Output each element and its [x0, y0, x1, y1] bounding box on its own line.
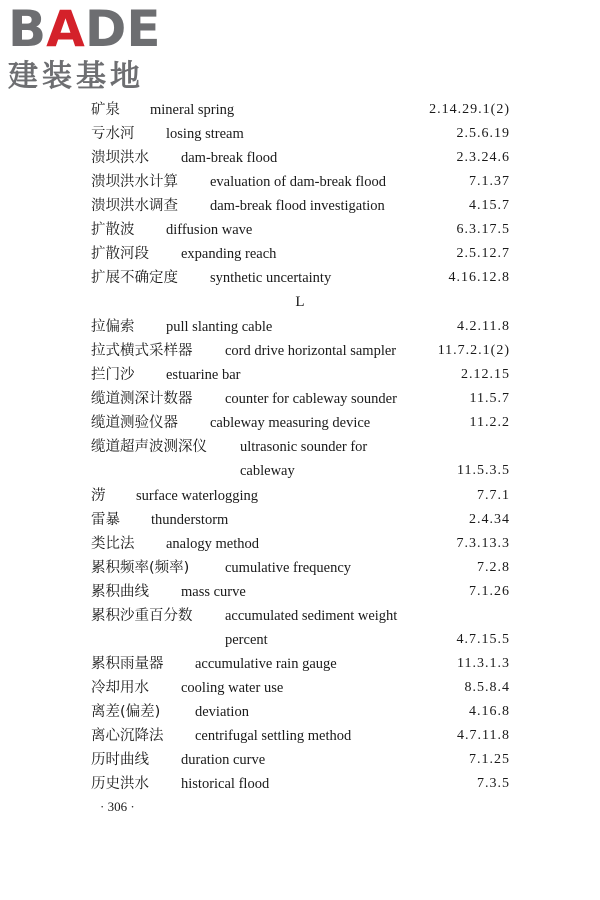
entry-chinese-term: 冷却用水: [91, 680, 149, 696]
entry-english-term: analogy method: [166, 536, 260, 552]
entry-english-term: estuarine bar: [166, 367, 241, 383]
entry-english-term: dam-break flood: [181, 150, 278, 166]
entry-section-number: 11.7.2.1(2): [437, 343, 510, 358]
entry-chinese-term: 累积沙重百分数: [91, 608, 193, 624]
entry-section-number: 2.3.24.6: [456, 150, 510, 165]
glossary-entry: [0, 508, 600, 532]
entry-chinese-term: 扩散河段: [91, 246, 149, 262]
entry-section-number: 4.15.7: [469, 198, 510, 213]
entry-section-number: 7.3.13.3: [456, 536, 510, 551]
logo-chinese-text: 建装基地: [8, 59, 144, 94]
entry-chinese-term: 缆道测验仪器: [91, 415, 178, 431]
entry-chinese-term: 缆道超声波测深仪: [91, 439, 207, 455]
glossary-entry: [0, 387, 600, 411]
entry-chinese-term: 涝: [91, 488, 106, 504]
glossary-entry: [0, 700, 600, 724]
entry-section-number: 11.2.2: [469, 415, 510, 430]
glossary-entry-continuation: [0, 459, 600, 483]
entry-chinese-term: 缆道测深计数器: [91, 391, 193, 407]
entry-section-number: 2.4.34: [469, 512, 510, 527]
entry-english-term: thunderstorm: [151, 512, 229, 528]
glossary-entry: [0, 266, 600, 290]
entry-chinese-term: 扩散波: [91, 222, 135, 238]
entry-chinese-term: 矿泉: [91, 102, 120, 118]
entry-section-number: 6.3.17.5: [456, 222, 510, 237]
glossary-entry: [0, 556, 600, 580]
entry-chinese-term: 溃坝洪水: [91, 150, 149, 166]
entry-chinese-term: 历史洪水: [91, 776, 149, 792]
glossary-entry: [0, 411, 600, 435]
entry-english-term: diffusion wave: [166, 222, 253, 238]
glossary-entry: [0, 363, 600, 387]
glossary-entry: [0, 484, 600, 508]
glossary-entry: [0, 435, 600, 459]
entry-chinese-term: 拉式横式采样器: [91, 343, 193, 359]
entry-section-number: 2.12.15: [461, 367, 510, 382]
entry-chinese-term: 类比法: [91, 536, 135, 552]
entry-section-number: 7.7.1: [477, 488, 510, 503]
glossary-entry: [0, 748, 600, 772]
glossary-entry: [0, 98, 600, 122]
entry-section-number: 2.5.12.7: [456, 246, 510, 261]
entry-english-term: losing stream: [166, 126, 244, 142]
entry-chinese-term: 亏水河: [91, 126, 135, 142]
entry-english-term: synthetic uncertainty: [210, 270, 332, 286]
entry-english-term: percent: [225, 632, 268, 648]
logo-letters-de: DE: [84, 0, 161, 58]
glossary-entry-continuation: [0, 628, 600, 652]
entry-section-number: 11.5.7: [469, 391, 510, 406]
entry-english-term: centrifugal settling method: [195, 728, 352, 744]
entry-section-number: 11.3.1.3: [457, 656, 510, 671]
entry-section-number: 8.5.8.4: [464, 680, 510, 695]
entry-section-number: 7.1.26: [469, 584, 510, 599]
entry-section-number: 4.7.15.5: [456, 632, 510, 647]
entry-english-term: cord drive horizontal sampler: [225, 343, 397, 359]
glossary-entry: [0, 170, 600, 194]
page-number: · 306 ·: [100, 799, 135, 814]
entry-english-term: duration curve: [181, 752, 266, 768]
glossary-entry: [0, 724, 600, 748]
entry-english-term: accumulated sediment weight: [225, 608, 398, 624]
entry-section-number: 2.5.6.19: [456, 126, 510, 141]
entry-section-number: 4.16.8: [469, 704, 510, 719]
entry-english-term: pull slanting cable: [166, 319, 273, 335]
entry-english-term: mass curve: [181, 584, 246, 600]
entry-english-term: evaluation of dam-break flood: [210, 174, 386, 190]
entry-chinese-term: 溃坝洪水调查: [91, 198, 178, 214]
entry-chinese-term: 累积曲线: [91, 584, 149, 600]
entry-english-term: expanding reach: [181, 246, 277, 262]
entry-chinese-term: 累积频率(频率): [91, 560, 190, 576]
entry-section-number: 7.3.5: [477, 776, 510, 791]
glossary-entry: [0, 339, 600, 363]
entry-section-number: 4.16.12.8: [448, 270, 510, 285]
glossary-entry: [0, 315, 600, 339]
entry-chinese-term: 累积雨量器: [91, 656, 164, 672]
entry-english-term: cooling water use: [181, 680, 284, 696]
entry-english-term: dam-break flood investigation: [210, 198, 385, 214]
entry-chinese-term: 扩展不确定度: [91, 270, 178, 286]
glossary-entry: [0, 652, 600, 676]
entry-chinese-term: 历时曲线: [91, 752, 149, 768]
section-heading-letter: L: [295, 294, 305, 310]
entry-chinese-term: 拦门沙: [91, 367, 135, 383]
entry-english-term: mineral spring: [150, 102, 235, 118]
entry-chinese-term: 离心沉降法: [91, 728, 164, 744]
entry-english-term: surface waterlogging: [136, 488, 258, 504]
glossary-entry: [0, 772, 600, 796]
entry-chinese-term: 拉偏索: [91, 319, 135, 335]
entry-section-number: 7.2.8: [477, 560, 510, 575]
entry-english-term: historical flood: [181, 776, 270, 792]
glossary-entry: [0, 146, 600, 170]
entry-chinese-term: 溃坝洪水计算: [91, 174, 178, 190]
entry-english-term: cumulative frequency: [225, 560, 352, 576]
entry-chinese-term: 雷暴: [91, 512, 120, 528]
entry-english-term: counter for cableway sounder: [225, 391, 397, 407]
glossary-entry: [0, 580, 600, 604]
glossary-entry: [0, 676, 600, 700]
entry-english-term: accumulative rain gauge: [195, 656, 337, 672]
entry-chinese-term: 离差(偏差): [91, 704, 161, 720]
entry-section-number: 11.5.3.5: [457, 463, 510, 478]
glossary-entry: [0, 604, 600, 628]
glossary-entry: [0, 532, 600, 556]
entry-section-number: 7.1.37: [469, 174, 510, 189]
entry-english-term: ultrasonic sounder for: [240, 439, 368, 455]
entry-english-term: deviation: [195, 704, 249, 720]
entry-section-number: 7.1.25: [469, 752, 510, 767]
glossary-entry: [0, 122, 600, 146]
logo-letter-a: A: [46, 0, 85, 58]
glossary-entry: [0, 194, 600, 218]
entry-english-term: cableway: [240, 463, 295, 479]
glossary-entry: [0, 218, 600, 242]
entry-section-number: 4.7.11.8: [457, 728, 510, 743]
glossary-entry: [0, 242, 600, 266]
entry-english-term: cableway measuring device: [210, 415, 371, 431]
entry-section-number: 2.14.29.1(2): [429, 102, 510, 117]
logo-letter-b: B: [8, 0, 47, 58]
entry-section-number: 4.2.11.8: [457, 319, 510, 334]
